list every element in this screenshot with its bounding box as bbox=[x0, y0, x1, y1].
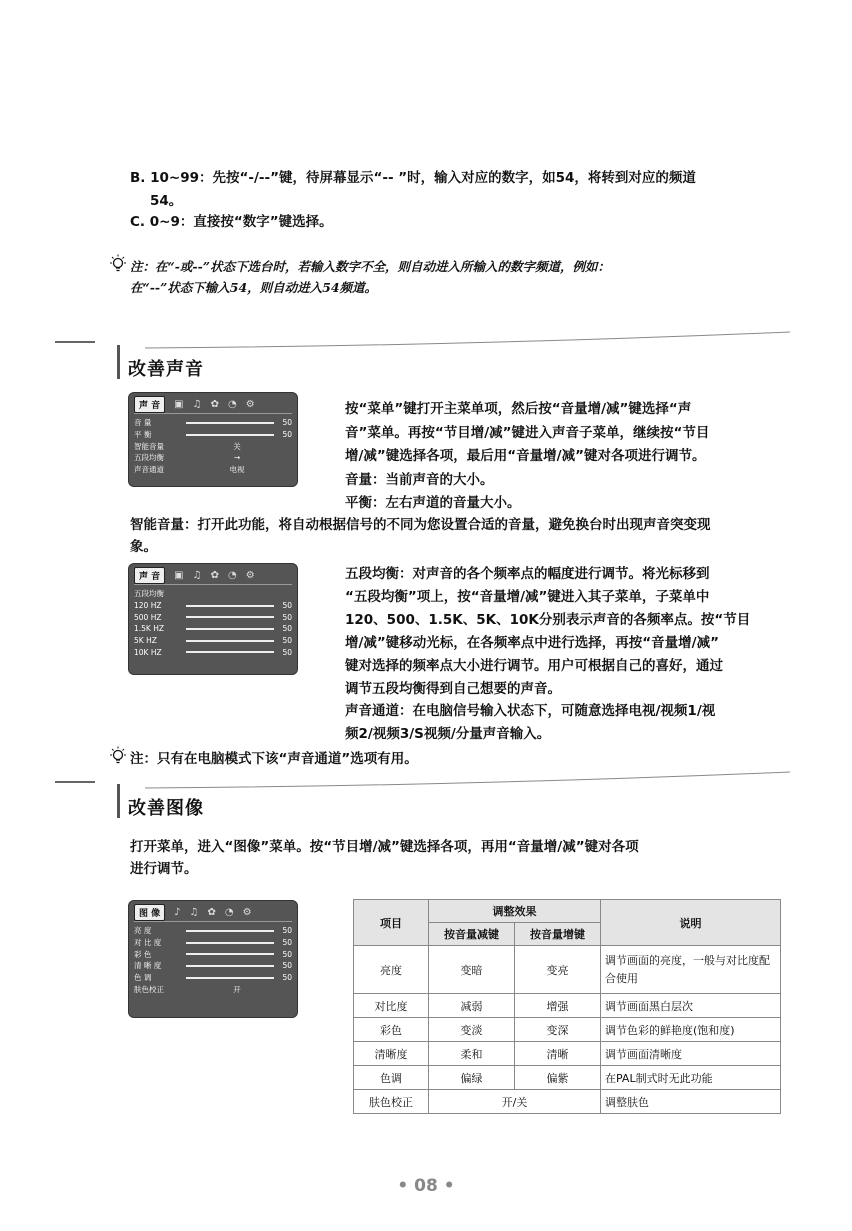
picture-tab-icon: ▣ bbox=[174, 399, 184, 410]
table-row: 彩色 变淡 变深 调节色彩的鲜艳度(饱和度) bbox=[354, 1018, 781, 1042]
setup-tab-icon: ⚙ bbox=[245, 570, 255, 581]
menu-row: 对 比 度 50 bbox=[134, 938, 292, 948]
section-divider bbox=[55, 328, 795, 352]
picture-para-line2: 进行调节。 bbox=[130, 861, 198, 877]
menu-row: 平 衡 50 bbox=[134, 430, 292, 440]
sound-para2: 五段均衡：对声音的各个频率点的幅度进行调节。将光标移到 “五段均衡”项上，按“音量增/减”键进入其子菜单，子菜单中 120、500、1.5K、5K、10K分别表示声音的各频率点。按“节目 增/减”键移动光标，在各频率点中进行选择，再按“音量增/减” 键对选择的频率点大小进行调节。用户可根据自己的喜好，通过 调节五段均衡得到自己想要的声音。 bbox=[345, 566, 751, 697]
menu-row: 500 HZ 50 bbox=[134, 612, 292, 622]
intro-line-c: C. 0~9：直接按“数字”键选择。 bbox=[130, 214, 333, 230]
picture-menu-screenshot bbox=[128, 900, 298, 1018]
note1-line1: 注：在“-或--”状态下选台时，若输入数字不全，则自动进入所输入的数字频道，例如： bbox=[130, 259, 610, 274]
sound-para3: 声音通道：在电脑信号输入状态下，可随意选择电视/视频1/视 频2/视频3/S视频/分量声音输入。 bbox=[345, 703, 716, 742]
note1-line2: 在“--”状态下输入54，则自动进入54频道。 bbox=[130, 280, 378, 295]
menu-row: 声音通道 电视 bbox=[134, 465, 245, 475]
table-header-minus: 按音量减键 bbox=[429, 923, 515, 946]
bulb-icon bbox=[108, 746, 128, 766]
channel-tab-icon: ♫ bbox=[192, 399, 202, 410]
eq-menu-screenshot bbox=[128, 563, 298, 675]
menu-row: 10K HZ 50 bbox=[134, 647, 292, 657]
menu-row: 彩 色 50 bbox=[134, 949, 292, 959]
sound-menu-screenshot bbox=[128, 392, 298, 487]
menu-row: 色 调 50 bbox=[134, 973, 292, 983]
sound-tab: 声 音 bbox=[134, 396, 165, 413]
sound-tab-icon: ♪ bbox=[174, 907, 181, 918]
note2: 注：只有在电脑模式下该“声音通道”选项有用。 bbox=[130, 751, 418, 767]
table-row: 对比度 减弱 增强 调节画面黑白层次 bbox=[354, 994, 781, 1018]
table-header-plus: 按音量增键 bbox=[515, 923, 601, 946]
picture-tab-icon: ▣ bbox=[174, 570, 184, 581]
channel-tab-icon: ♫ bbox=[192, 570, 202, 581]
table-row: 色调 偏绿 偏紫 在PAL制式时无此功能 bbox=[354, 1066, 781, 1090]
section-accent-bar bbox=[117, 345, 120, 379]
bulb-icon bbox=[108, 254, 128, 274]
intro-line-b2: 54。 bbox=[150, 193, 183, 209]
page-number: • 08 • bbox=[397, 1176, 455, 1196]
menu-row: 音 量 50 bbox=[134, 418, 292, 428]
picture-tab: 图 像 bbox=[134, 904, 165, 921]
table-header-effect: 调整效果 bbox=[429, 900, 601, 923]
sound-para1: 按“菜单”键打开主菜单项，然后按“音量增/减”键选择“声 音”菜单。再按“节目增/减”键进入声音子菜单，继续按“节目 增/减”键选择各项，最后用“音量增/减”键对各项进行调节。 音量：当前声音的大小。 平衡：左右声道的音量大小。 bbox=[345, 401, 710, 511]
picture-adjust-table bbox=[353, 899, 781, 1114]
menu-row: 120 HZ 50 bbox=[134, 601, 292, 611]
sound-tab: 声 音 bbox=[134, 567, 165, 584]
table-row: 亮度 变暗 变亮 调节画面的亮度，一般与对比度配合使用 bbox=[354, 946, 781, 994]
picture-para-line1: 打开菜单，进入“图像”菜单。按“节目增/减”键选择各项，再用“音量增/减”键对各项 bbox=[130, 839, 639, 855]
menu-row: 清 晰 度 50 bbox=[134, 961, 292, 971]
function-tab-icon: ✿ bbox=[210, 399, 219, 410]
menu-row: 1.5K HZ 50 bbox=[134, 624, 292, 634]
menu-row: 肤色校正 开 bbox=[134, 984, 241, 994]
setup-tab-icon: ⚙ bbox=[242, 907, 252, 918]
intro-line-b1: B. 10~99：先按“-/--”键，待屏幕显示“-- ”时，输入对应的数字，如54，将转到对应的频道 bbox=[130, 170, 696, 186]
channel-tab-icon: ♫ bbox=[189, 907, 199, 918]
menu-header: 五段均衡 bbox=[134, 589, 164, 599]
table-row: 肤色校正 开/关 调整肤色 bbox=[354, 1090, 781, 1114]
time-tab-icon: ◔ bbox=[224, 907, 234, 918]
menu-row: 5K HZ 50 bbox=[134, 636, 292, 646]
smart-volume-line2: 象。 bbox=[130, 539, 157, 555]
menu-row: 智能音量 关 bbox=[134, 441, 241, 451]
function-tab-icon: ✿ bbox=[207, 907, 216, 918]
setup-tab-icon: ⚙ bbox=[245, 399, 255, 410]
table-header-desc: 说明 bbox=[601, 900, 781, 946]
time-tab-icon: ◔ bbox=[227, 570, 237, 581]
table-row: 清晰度 柔和 清晰 调节画面清晰度 bbox=[354, 1042, 781, 1066]
menu-row: 亮 度 50 bbox=[134, 926, 292, 936]
picture-section-title: 改善图像 bbox=[128, 798, 204, 819]
sound-section-title: 改善声音 bbox=[128, 359, 204, 380]
section-accent-bar bbox=[117, 784, 120, 818]
smart-volume-line1: 智能音量：打开此功能，将自动根据信号的不同为您设置合适的音量，避免换台时出现声音突变现 bbox=[130, 517, 711, 533]
menu-row: 五段均衡 → bbox=[134, 453, 241, 463]
function-tab-icon: ✿ bbox=[210, 570, 219, 581]
section-divider bbox=[55, 768, 795, 792]
time-tab-icon: ◔ bbox=[227, 399, 237, 410]
table-header-item: 项目 bbox=[354, 900, 429, 946]
